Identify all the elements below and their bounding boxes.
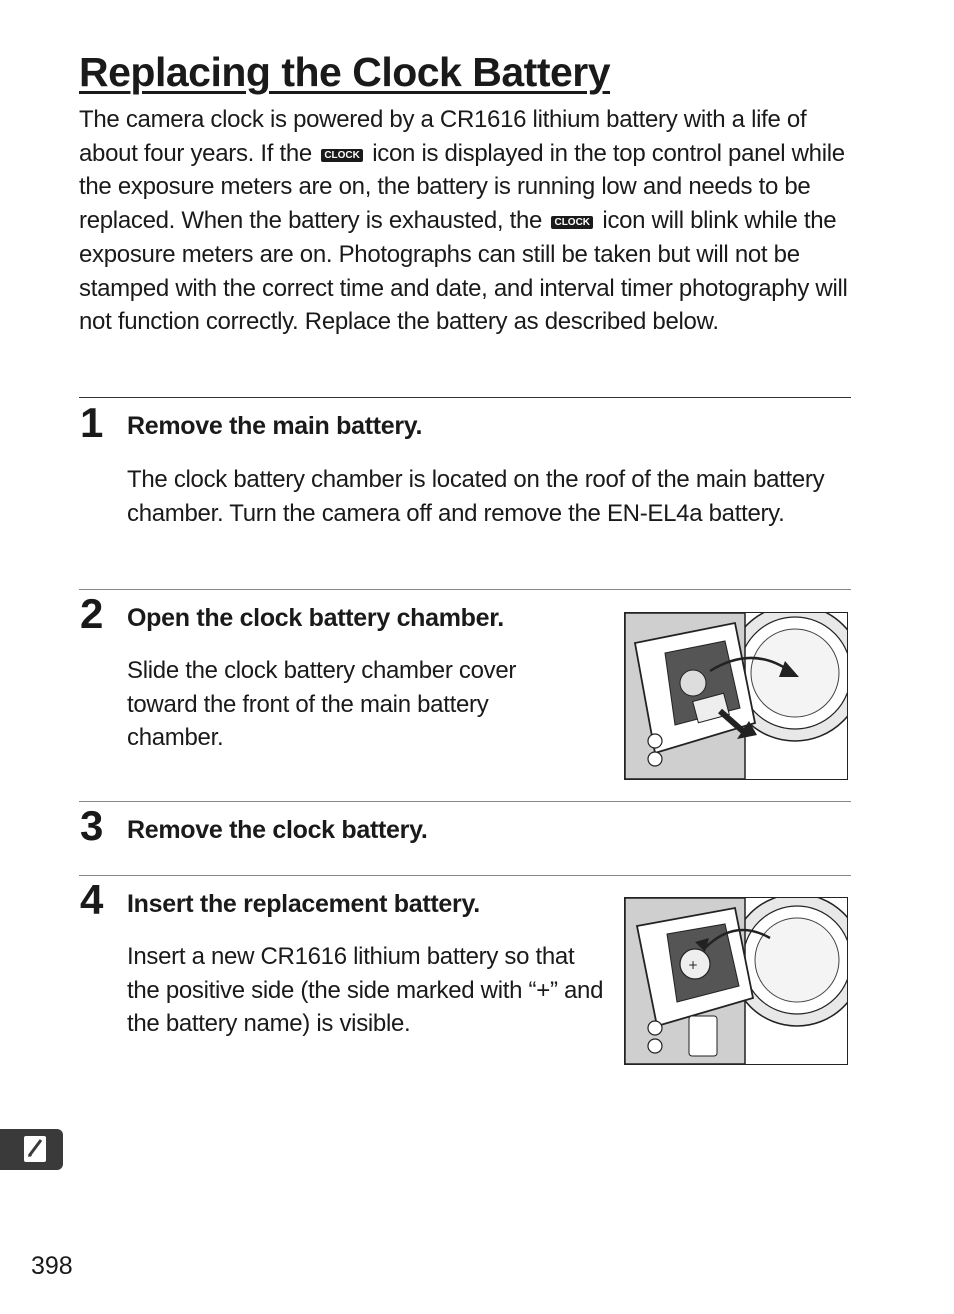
camera-insert-battery-drawing xyxy=(625,898,847,1064)
step-title: Remove the clock battery. xyxy=(127,816,428,844)
step-body: Slide the clock battery chamber cover toward the front of the main battery chamber. xyxy=(127,657,517,751)
svg-text:+: + xyxy=(688,958,699,972)
step-number: 3 xyxy=(80,802,104,849)
step-title: Remove the main battery. xyxy=(127,412,423,440)
intro-text-3: icon will blink while the exposure meters are on. Photographs can still be taken but will not be stamped with the correct time and date, and interval timer photography will not function correctly. Replace the battery as described below. xyxy=(79,207,848,336)
camera-illustration-open-chamber xyxy=(624,612,848,780)
step-number: 1 xyxy=(80,399,104,446)
step-body: The clock battery chamber is located on the roof of the main battery chamber. Turn the camera off and remove the EN-EL4a battery. xyxy=(127,466,825,527)
section-tab xyxy=(0,1129,63,1170)
intro-paragraph xyxy=(79,103,854,339)
intro-text-1: The camera clock is powered by a CR1616 lithium battery with a life of about four years. If the xyxy=(79,106,807,167)
camera-illustration-insert-battery xyxy=(624,897,848,1065)
step-divider xyxy=(79,875,851,876)
step-divider xyxy=(79,397,851,398)
technical-notes-icon xyxy=(24,1136,46,1162)
step-number: 2 xyxy=(80,590,104,637)
step-title: Insert the replacement battery. xyxy=(127,890,480,918)
step-divider xyxy=(79,801,851,802)
step-body: Insert a new CR1616 lithium battery so that the positive side (the side marked with “+” and the battery name) is visible. xyxy=(127,943,604,1037)
camera-open-chamber-drawing xyxy=(625,613,847,779)
step-divider xyxy=(79,589,851,590)
step-number: 4 xyxy=(80,876,104,923)
clock-icon: CLOCK xyxy=(551,216,593,229)
page-number: 398 xyxy=(31,1252,73,1280)
page-title: Replacing the Clock Battery xyxy=(79,49,611,95)
step-title: Open the clock battery chamber. xyxy=(127,604,504,632)
intro-text-2: icon is displayed in the top control panel while the exposure meters are on, the battery is running low and needs to be replaced. When the battery is exhausted, the xyxy=(79,139,845,235)
clock-icon: CLOCK xyxy=(321,149,363,162)
